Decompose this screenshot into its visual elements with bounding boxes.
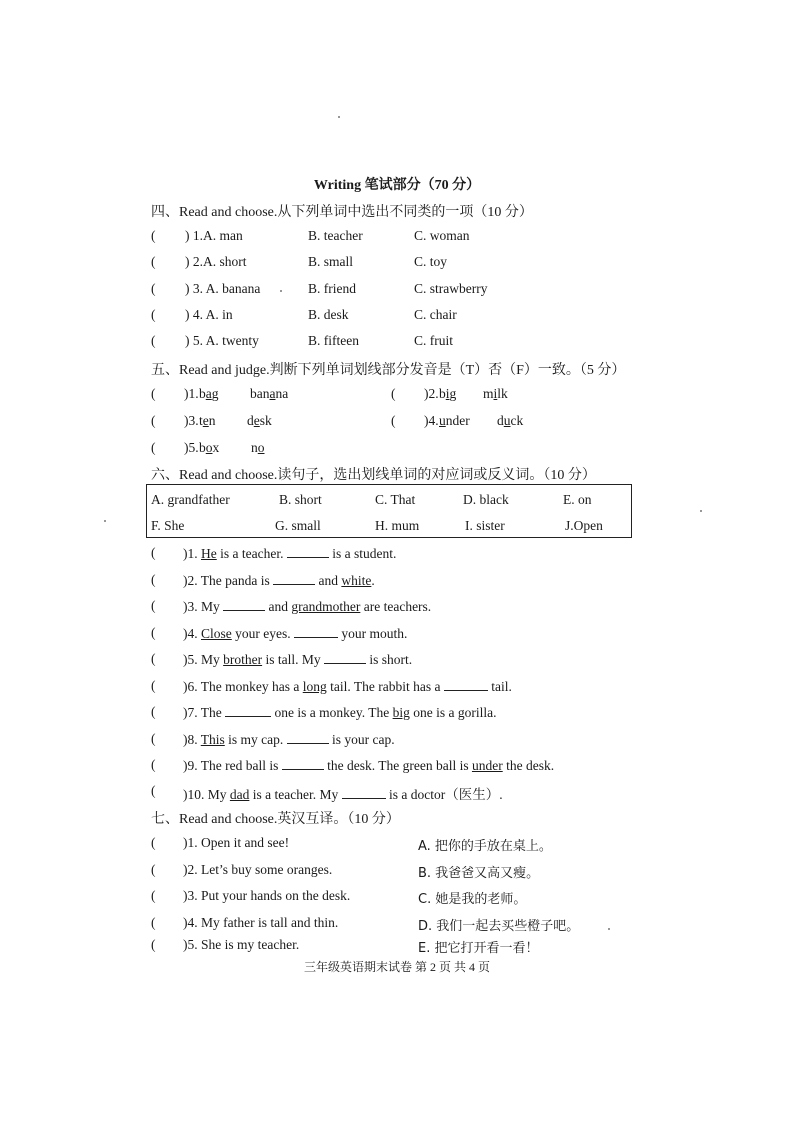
answer-paren: (: [151, 835, 156, 850]
underlined-letters: o: [205, 440, 213, 455]
answer-blank: [223, 598, 265, 611]
option-a: ) 4. A. in: [185, 307, 233, 322]
answer-paren: (: [151, 731, 156, 746]
option-a: ) 3. A. banana: [185, 281, 261, 296]
underlined-letters: u: [439, 413, 446, 428]
option-c: C. toy: [414, 254, 448, 269]
question-number: )5.: [184, 440, 199, 455]
option: B. short: [279, 492, 322, 507]
answer-blank: [324, 651, 366, 664]
option-c: C. strawberry: [414, 281, 488, 296]
underlined-letters: o: [257, 440, 265, 455]
answer-paren: (: [151, 254, 156, 269]
english-sentence: )4. My father is tall and thin.: [183, 915, 339, 930]
sentence-text: )2. The panda is and white.: [183, 573, 375, 588]
sentence-text: )9. The red ball is the desk. The green ball is under the desk.: [183, 758, 555, 773]
chinese-option: C. 她是我的老师。: [418, 892, 527, 907]
answer-blank: [273, 572, 315, 585]
option-c: C. chair: [414, 307, 457, 322]
answer-blank: [287, 545, 329, 558]
answer-paren: (: [151, 704, 156, 719]
sentence-text: )10. My dad is a teacher. My is a doctor（医生）.: [183, 787, 503, 802]
option: J.Open: [565, 518, 603, 533]
question-number: )4.: [424, 413, 439, 428]
underlined-letters: a: [269, 386, 276, 401]
phonics-word: milk: [483, 386, 508, 401]
question-number: )3.: [184, 413, 199, 428]
sentence-text: )3. My and grandmother are teachers.: [183, 599, 432, 614]
underlined-letters: e: [253, 413, 260, 428]
underlined-letters: e: [202, 413, 209, 428]
underlined-word: long: [302, 679, 327, 694]
phonics-word: desk: [247, 413, 272, 428]
phonics-word: big: [439, 386, 457, 401]
answer-paren: (: [151, 281, 156, 296]
answer-paren: (: [151, 678, 156, 693]
underlined-letters: a: [205, 386, 212, 401]
option: A. grandfather: [151, 492, 230, 507]
option-b: B. teacher: [308, 228, 363, 243]
answer-paren: (: [151, 228, 156, 243]
answer-paren: (: [151, 333, 156, 348]
option-b: B. desk: [308, 307, 349, 322]
option: H. mum: [375, 518, 420, 533]
sentence-text: )4. Close your eyes. your mouth.: [183, 626, 408, 641]
option: F. She: [151, 518, 185, 533]
question-number: )1.: [184, 386, 199, 401]
section-6-heading: 六、Read and choose.读句子，选出划线单词的对应词或反义词。（10 分）: [151, 468, 596, 483]
underlined-word: dad: [229, 787, 250, 802]
section-5-heading: 五、Read and judge.判断下列单词划线部分发音是（T）否（F）一致。（5 分）: [151, 363, 626, 378]
answer-paren: (: [151, 440, 156, 455]
answer-paren: (: [151, 783, 156, 798]
answer-paren: (: [391, 386, 396, 401]
answer-blank: [287, 731, 329, 744]
answer-blank: [294, 625, 338, 638]
phonics-word: box: [199, 440, 220, 455]
option-b: B. fifteen: [308, 333, 359, 348]
answer-paren: (: [151, 651, 156, 666]
option-c: C. fruit: [414, 333, 453, 348]
chinese-option: E. 把它打开看一看！: [418, 941, 539, 956]
english-sentence: )2. Let’s buy some oranges.: [183, 862, 333, 877]
answer-blank: [225, 704, 271, 717]
answer-paren: (: [151, 572, 156, 587]
option: G. small: [275, 518, 321, 533]
option: D. black: [463, 492, 509, 507]
option-a: ) 2.A. short: [185, 254, 247, 269]
scan-speck: [338, 116, 340, 118]
question-number: )2.: [424, 386, 439, 401]
section-4-heading: 四、Read and choose.从下列单词中选出不同类的一项（10 分）: [151, 205, 533, 220]
answer-paren: (: [151, 545, 156, 560]
option-a: ) 1.A. man: [185, 228, 243, 243]
page-title: Writing 笔试部分（70 分）: [313, 178, 481, 193]
option-c: C. woman: [414, 228, 470, 243]
underlined-letters: i: [493, 386, 498, 401]
sentence-text: )6. The monkey has a long tail. The rabbit has a tail.: [183, 679, 512, 694]
english-sentence: )3. Put your hands on the desk.: [183, 888, 351, 903]
underlined-word: Close: [201, 626, 232, 641]
underlined-letters: u: [503, 413, 511, 428]
answer-paren: (: [151, 598, 156, 613]
chinese-option: D. 我们一起去买些橙子吧。: [418, 919, 580, 934]
answer-paren: (: [151, 307, 156, 322]
phonics-word: duck: [497, 413, 524, 428]
answer-paren: (: [151, 937, 156, 952]
page-footer: 三年级英语期末试卷 第 2 页 共 4 页: [303, 960, 490, 974]
scan-speck: [104, 520, 106, 522]
underlined-word: white: [341, 573, 372, 588]
answer-paren: (: [151, 862, 156, 877]
option: I. sister: [465, 518, 505, 533]
options-box: [146, 484, 632, 538]
option-b: B. small: [308, 254, 354, 269]
underlined-word: under: [471, 758, 503, 773]
underlined-word: This: [200, 732, 225, 747]
answer-paren: (: [151, 757, 156, 772]
phonics-word: ten: [199, 413, 216, 428]
phonics-word: bag: [199, 386, 219, 401]
sentence-text: )5. My brother is tall. My is short.: [183, 652, 413, 667]
scan-speck: [700, 510, 702, 512]
english-sentence: )5. She is my teacher.: [183, 937, 300, 952]
answer-paren: (: [151, 386, 156, 401]
option: C. That: [375, 492, 416, 507]
phonics-word: banana: [250, 386, 289, 401]
section-7-heading: 七、Read and choose.英汉互译。（10 分）: [151, 812, 400, 827]
sentence-text: )7. The one is a monkey. The big one is a gorilla.: [183, 705, 497, 720]
answer-paren: (: [151, 888, 156, 903]
sentence-text: )8. This is my cap. is your cap.: [183, 732, 395, 747]
answer-blank: [444, 678, 488, 691]
chinese-option: B. 我爸爸又高又瘦。: [418, 866, 540, 881]
answer-blank: [342, 786, 386, 799]
option-a: ) 5. A. twenty: [185, 333, 259, 348]
phonics-word: no: [251, 440, 265, 455]
scan-speck: [608, 928, 610, 930]
sentence-text: )1. He is a teacher. is a student.: [183, 546, 397, 561]
answer-paren: (: [151, 413, 156, 428]
option-b: B. friend: [308, 281, 356, 296]
underlined-word: big: [392, 705, 410, 720]
answer-paren: (: [151, 915, 156, 930]
option: E. on: [563, 492, 592, 507]
scan-speck: [280, 290, 282, 292]
underlined-word: brother: [223, 652, 263, 667]
answer-paren: (: [151, 625, 156, 640]
underlined-word: grandmother: [291, 599, 361, 614]
underlined-letters: i: [445, 386, 450, 401]
chinese-option: A. 把你的手放在桌上。: [418, 839, 552, 854]
phonics-word: under: [439, 413, 470, 428]
answer-blank: [282, 757, 324, 770]
underlined-word: He: [201, 546, 217, 561]
english-sentence: )1. Open it and see!: [183, 835, 290, 850]
answer-paren: (: [391, 413, 396, 428]
